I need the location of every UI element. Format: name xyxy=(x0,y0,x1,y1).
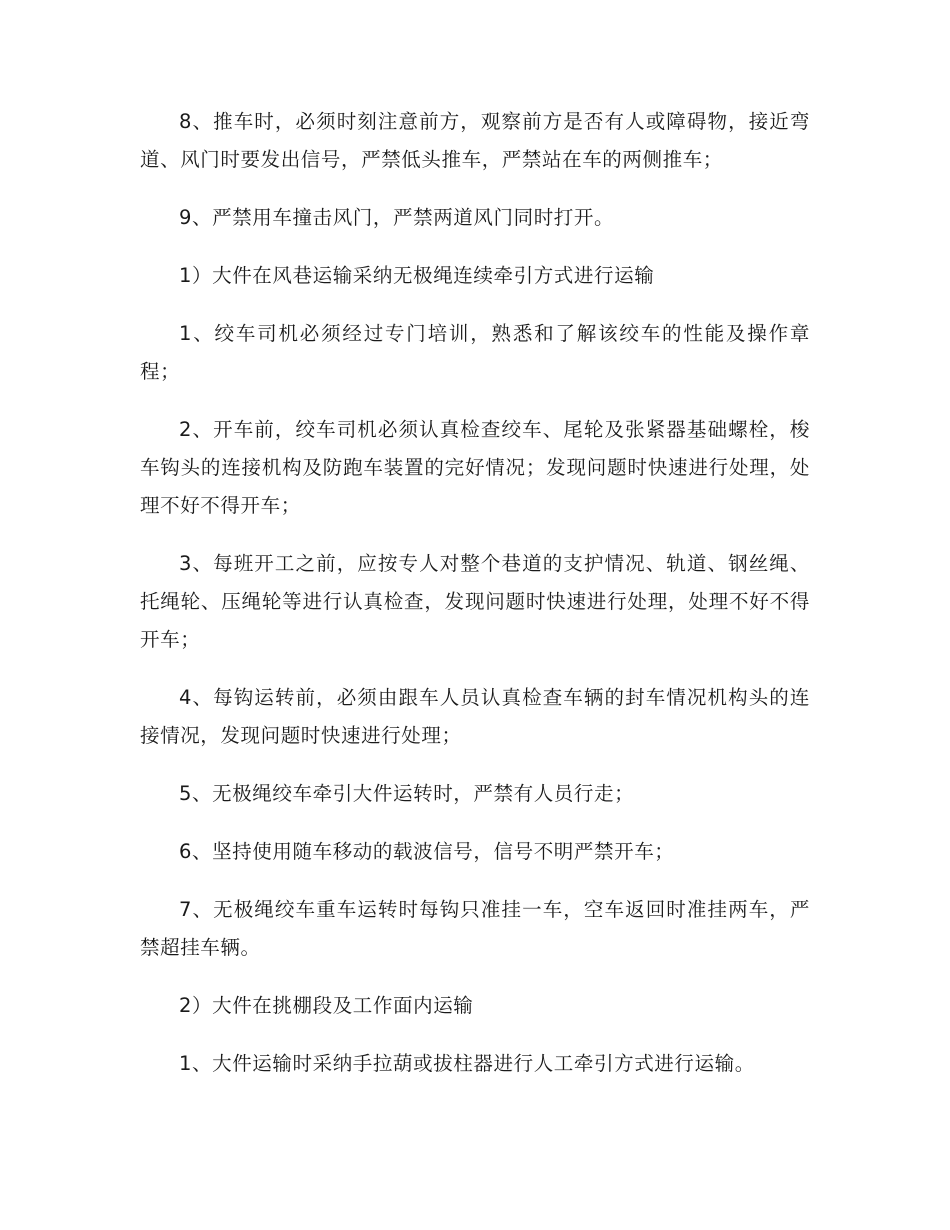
section-heading-working-face-transport: 2）大件在挑棚段及工作面内运输 xyxy=(179,994,474,1017)
paragraph-shift-inspection: 3、每班开工之前，应按专人对整个巷道的支护情况、轨道、钢丝绳、托绳轮、压绳轮等进行认真检查，发现问题时快速进行处理，处理不好不得开车； xyxy=(140,552,810,651)
paragraph-pre-start-inspection: 2、开车前，绞车司机必须认真检查绞车、尾轮及张紧器基础螺栓，梭车钩头的连接机构及防跑车装置的完好情况；发现问题时快速进行处理，处理不好不得开车； xyxy=(140,418,810,517)
paragraph-air-door-rule-9: 9、严禁用车撞击风门，严禁两道风门同时打开。 xyxy=(179,206,615,229)
paragraph-push-cart-rule-8: 8、推车时，必须时刻注意前方，观察前方是否有人或障碍物，接近弯道、风门时要发出信号，严禁低头推车，严禁站在车的两侧推车； xyxy=(140,110,810,171)
paragraph-manual-traction: 1、大件运输时采纳手拉葫或拔柱器进行人工牵引方式进行运输。 xyxy=(179,1052,755,1075)
paragraph-winch-operator-training: 1、绞车司机必须经过专门培训，熟悉和了解该绞车的性能及操作章程； xyxy=(140,322,810,383)
section-heading-endless-rope-transport: 1）大件在风巷运输采纳无极绳连续牵引方式进行运输 xyxy=(179,264,655,287)
paragraph-no-walking: 5、无极绳绞车牵引大件运转时，严禁有人员行走； xyxy=(179,782,635,805)
paragraph-carrier-signal: 6、坚持使用随车移动的载波信号，信号不明严禁开车； xyxy=(179,840,675,863)
paragraph-hook-check: 4、每钩运转前，必须由跟车人员认真检查车辆的封车情况机构头的连接情况，发现问题时快速进行处理； xyxy=(140,686,810,747)
paragraph-hook-limit: 7、无极绳绞车重车运转时每钩只准挂一车，空车返回时准挂两车，严禁超挂车辆。 xyxy=(140,898,810,959)
document-body xyxy=(140,103,810,1103)
